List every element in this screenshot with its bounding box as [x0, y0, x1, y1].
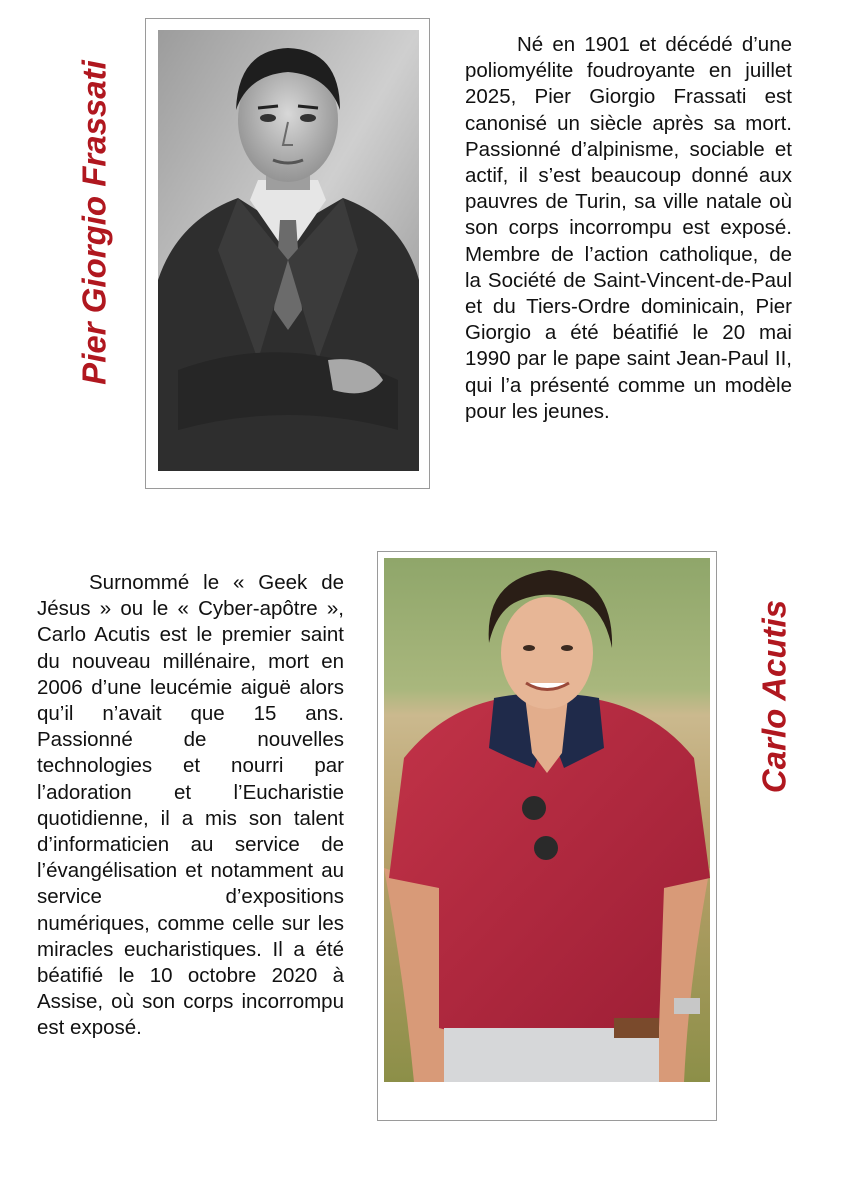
- saint-bio-frassati: Né en 1901 et décédé d’une poliomyélite foudroyante en juillet 2025, Pier Giorgio Frassati est canonisé un siècle après sa mort. Passionné d’alpinisme, sociable et actif, il s’est beaucoup donné aux pauvres de Turin, sa ville natale où son corps incorrompu est exposé. Membre de l’action catholique, de la Société de Saint-Vincent-de-Paul et du Tiers-Ordre dominicain, Pier Giorgio a été béatifié le 20 mai 1990 par le pape saint Jean-Paul II, qui l’a présenté comme un modèle pour les jeunes.: [465, 33, 792, 423]
- portrait-photo-icon: [384, 558, 710, 1082]
- saint-name-acutis: Carlo Acutis: [755, 599, 793, 794]
- portrait-photo-acutis: [384, 558, 710, 1082]
- saint-section-acutis: [0, 520, 848, 1120]
- portrait-photo-icon: [158, 30, 419, 471]
- saint-bio-acutis: Surnommé le « Geek de Jésus » ou le « Cyber-apôtre », Carlo Acutis est le premier saint du nouveau millénaire, mort en 2006 d’une leucémie aiguë alors qu’il n’avait que 15 ans. Passionné de nouvelles technologies et nourri par l’adoration et l’Eucharistie quotidienne, il a mis son talent d’informaticien au service de l’évangélisation et notamment au service d’expositions numériques, comme celle sur les miracles eucharistiques. Il a été béatifié le 10 octobre 2020 à Assise, où son corps incorrompu est exposé.: [37, 571, 344, 1040]
- photo-frame-acutis: [377, 551, 717, 1121]
- portrait-photo-frassati: [158, 30, 419, 471]
- saint-section-frassati: [0, 0, 848, 500]
- photo-frame-frassati: [145, 18, 430, 489]
- saint-name-frassati: Pier Giorgio Frassati: [75, 60, 113, 385]
